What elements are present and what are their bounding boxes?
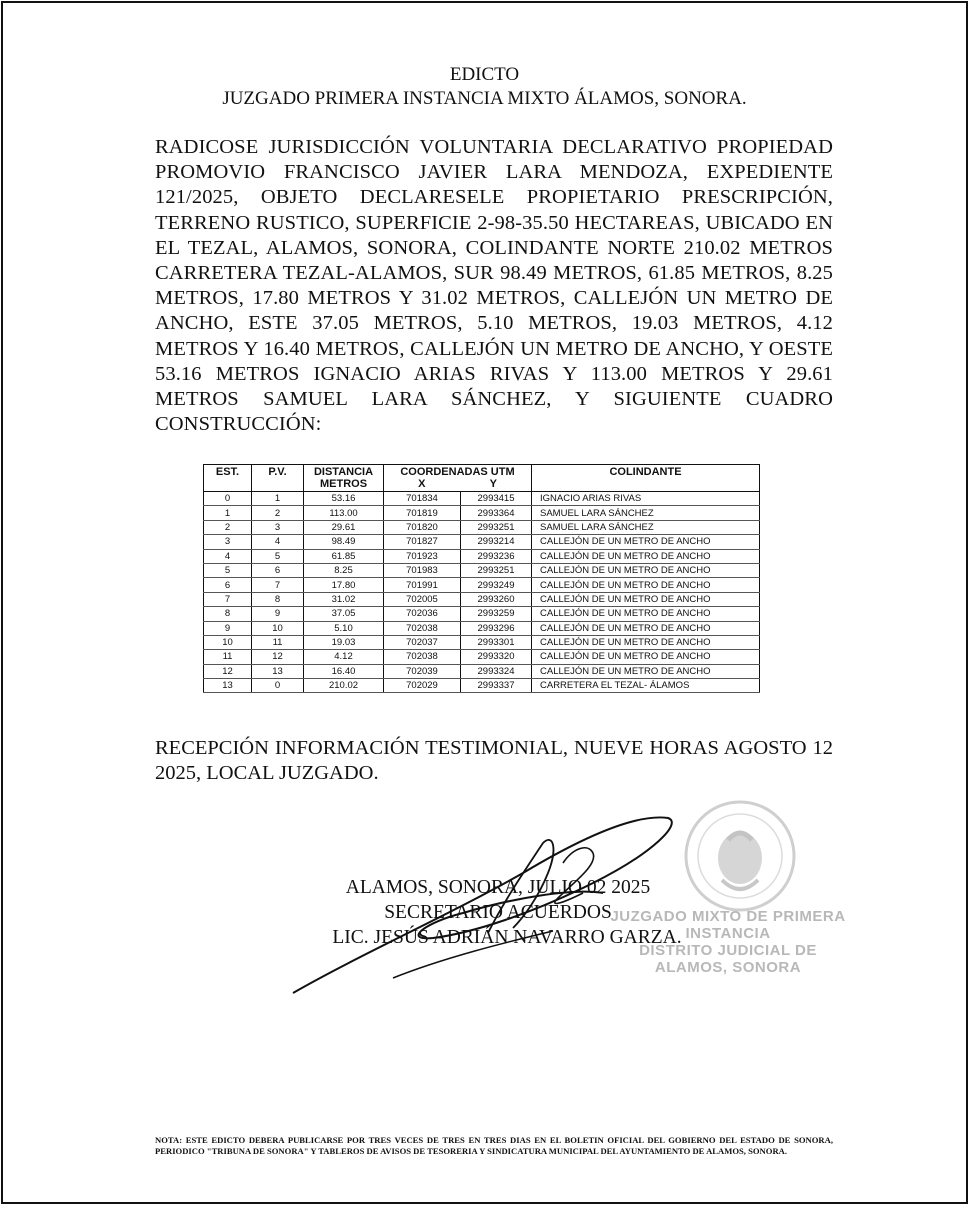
cell-colindante: CALLEJÓN DE UN METRO DE ANCHO <box>532 664 760 678</box>
cell-y: 2993251 <box>461 520 532 534</box>
cell-x: 702005 <box>384 592 461 606</box>
cell-colindante: SAMUEL LARA SÁNCHEZ <box>532 506 760 520</box>
cell-est: 8 <box>204 607 252 621</box>
edict-body: RADICOSE JURISDICCIÓN VOLUNTARIA DECLARATIVO PROPIEDAD PROMOVIO FRANCISCO JAVIER LARA MENDOZA, EXPEDIENTE 121/2025, OBJETO DECLARESELE PROPIETARIO PRESCRIPCIÓN, TERRENO RUSTICO, SUPERFICIE 2-98-35.50 HECTAREAS, UBICADO EN EL TEZAL, ALAMOS, SONORA, COLINDANTE NORTE 210.02 METROS CARRETERA TEZAL-ALAMOS, SUR 98.49 METROS, 61.85 METROS, 8.25 METROS, 17.80 METROS Y 31.02 METROS, CALLEJÓN UN METRO DE ANCHO, ESTE 37.05 METROS, 5.10 METROS, 19.03 METROS, 4.12 METROS Y 16.40 METROS, CALLEJÓN UN METRO DE ANCHO, Y OESTE 53.16 METROS IGNACIO ARIAS RIVAS Y 113.00 METROS Y 29.61 METROS SAMUEL LARA SÁNCHEZ, Y SIGUIENTE CUADRO CONSTRUCCIÓN: <box>155 136 833 436</box>
cell-est: 12 <box>204 664 252 678</box>
cell-y: 2993324 <box>461 664 532 678</box>
cell-est: 9 <box>204 621 252 635</box>
cell-distancia: 210.02 <box>304 679 384 693</box>
cell-colindante: CALLEJÓN DE UN METRO DE ANCHO <box>532 607 760 621</box>
header-coordenadas <box>384 465 532 492</box>
cell-pv: 5 <box>252 549 304 563</box>
table-row <box>204 578 760 592</box>
cell-colindante: CALLEJÓN DE UN METRO DE ANCHO <box>532 578 760 592</box>
cell-distancia: 37.05 <box>304 607 384 621</box>
table-row <box>204 520 760 534</box>
cell-x: 702039 <box>384 664 461 678</box>
cell-y: 2993415 <box>461 492 532 506</box>
stamp-line-2: INSTANCIA <box>685 925 771 942</box>
header-coordenadas-label: COORDENADAS UTM <box>400 466 515 478</box>
edict-page <box>1 1 968 1204</box>
recepcion-text: RECEPCIÓN INFORMACIÓN TESTIMONIAL, NUEVE HORAS AGOSTO 12 2025, LOCAL JUZGADO. <box>155 737 833 785</box>
cell-est: 6 <box>204 578 252 592</box>
cell-x: 702029 <box>384 679 461 693</box>
place-date: ALAMOS, SONORA, JULIO 02 2025 <box>345 877 651 898</box>
cell-y: 2993251 <box>461 563 532 577</box>
table-row <box>204 549 760 563</box>
cell-colindante: CARRETERA EL TEZAL- ÁLAMOS <box>532 679 760 693</box>
signer-name: LIC. JESÚS ADRIÁN NAVARRO GARZA. <box>332 927 682 948</box>
cell-est: 5 <box>204 563 252 577</box>
table-row <box>204 535 760 549</box>
cell-y: 2993260 <box>461 592 532 606</box>
cell-x: 701991 <box>384 578 461 592</box>
signature-block <box>233 875 763 950</box>
cell-est: 0 <box>204 492 252 506</box>
cell-x: 701820 <box>384 520 461 534</box>
cell-colindante: CALLEJÓN DE UN METRO DE ANCHO <box>532 621 760 635</box>
cell-est: 3 <box>204 535 252 549</box>
cell-colindante: CALLEJÓN DE UN METRO DE ANCHO <box>532 592 760 606</box>
cell-pv: 9 <box>252 607 304 621</box>
cell-pv: 10 <box>252 621 304 635</box>
cell-distancia: 53.16 <box>304 492 384 506</box>
header-est: EST. <box>204 465 252 492</box>
cell-distancia: 19.03 <box>304 635 384 649</box>
cell-distancia: 8.25 <box>304 563 384 577</box>
cell-colindante: CALLEJÓN DE UN METRO DE ANCHO <box>532 535 760 549</box>
publication-note: NOTA: ESTE EDICTO DEBERA PUBLICARSE POR TRES VECES DE TRES EN TRES DIAS EN EL BOLETIN OFICIAL DEL GOBIERNO DEL ESTADO DE SONORA, PERIODICO "TRIBUNA DE SONORA" Y TABLEROS DE AVISOS DE TESORERIA Y SINDICATURA MUNICIPAL DEL AYUNTAMIENTO DE ALAMOS, SONORA. <box>155 1135 833 1156</box>
header-y-label: Y <box>489 478 497 490</box>
table-row <box>204 621 760 635</box>
cell-distancia: 61.85 <box>304 549 384 563</box>
header-x-label: X <box>418 478 426 490</box>
cell-pv: 4 <box>252 535 304 549</box>
document-title: EDICTO <box>449 64 520 85</box>
court-name: JUZGADO PRIMERA INSTANCIA MIXTO ÁLAMOS, SONORA. <box>222 88 747 109</box>
cell-x: 701834 <box>384 492 461 506</box>
cell-est: 4 <box>204 549 252 563</box>
cell-distancia: 29.61 <box>304 520 384 534</box>
cell-colindante: CALLEJÓN DE UN METRO DE ANCHO <box>532 650 760 664</box>
cell-colindante: CALLEJÓN DE UN METRO DE ANCHO <box>532 635 760 649</box>
cell-est: 7 <box>204 592 252 606</box>
cell-y: 2993296 <box>461 621 532 635</box>
table-header-row <box>204 465 760 492</box>
cell-distancia: 98.49 <box>304 535 384 549</box>
cell-pv: 3 <box>252 520 304 534</box>
signer-role: SECRETARIO ACUERDOS <box>384 902 612 923</box>
cell-x: 701819 <box>384 506 461 520</box>
table-row <box>204 664 760 678</box>
header-distancia <box>304 465 384 492</box>
cell-colindante: CALLEJÓN DE UN METRO DE ANCHO <box>532 549 760 563</box>
cell-y: 2993249 <box>461 578 532 592</box>
cell-colindante: SAMUEL LARA SÁNCHEZ <box>532 520 760 534</box>
cell-x: 702038 <box>384 621 461 635</box>
cell-colindante: IGNACIO ARIAS RIVAS <box>532 492 760 506</box>
cell-pv: 0 <box>252 679 304 693</box>
cell-y: 2993214 <box>461 535 532 549</box>
construction-table <box>203 464 760 693</box>
cell-distancia: 4.12 <box>304 650 384 664</box>
header-pv: P.V. <box>252 465 304 492</box>
cell-pv: 13 <box>252 664 304 678</box>
table-row <box>204 650 760 664</box>
cell-est: 11 <box>204 650 252 664</box>
cell-est: 10 <box>204 635 252 649</box>
cell-y: 2993320 <box>461 650 532 664</box>
cell-pv: 2 <box>252 506 304 520</box>
table-row <box>204 563 760 577</box>
cell-y: 2993259 <box>461 607 532 621</box>
document-header <box>3 63 966 111</box>
cell-y: 2993364 <box>461 506 532 520</box>
cell-x: 702037 <box>384 635 461 649</box>
cell-est: 1 <box>204 506 252 520</box>
cell-x: 701827 <box>384 535 461 549</box>
stamp-line-4: ALAMOS, SONORA <box>654 959 802 976</box>
cell-pv: 11 <box>252 635 304 649</box>
table-row <box>204 492 760 506</box>
header-colindante: COLINDANTE <box>532 465 760 492</box>
cell-x: 702038 <box>384 650 461 664</box>
table-row <box>204 679 760 693</box>
cell-pv: 7 <box>252 578 304 592</box>
cell-colindante: CALLEJÓN DE UN METRO DE ANCHO <box>532 563 760 577</box>
cell-pv: 6 <box>252 563 304 577</box>
table-row <box>204 635 760 649</box>
cell-distancia: 16.40 <box>304 664 384 678</box>
cell-x: 702036 <box>384 607 461 621</box>
cell-distancia: 113.00 <box>304 506 384 520</box>
header-distancia-label: DISTANCIA <box>313 466 374 478</box>
cell-distancia: 31.02 <box>304 592 384 606</box>
cell-est: 2 <box>204 520 252 534</box>
header-metros-label: METROS <box>319 478 368 490</box>
cell-y: 2993236 <box>461 549 532 563</box>
table-row <box>204 592 760 606</box>
table-row <box>204 506 760 520</box>
cell-distancia: 17.80 <box>304 578 384 592</box>
table-body <box>204 492 760 693</box>
cell-x: 701983 <box>384 563 461 577</box>
table-row <box>204 607 760 621</box>
cell-pv: 1 <box>252 492 304 506</box>
stamp-line-3: DISTRITO JUDICIAL DE <box>639 942 817 959</box>
cell-y: 2993337 <box>461 679 532 693</box>
cell-pv: 12 <box>252 650 304 664</box>
cell-y: 2993301 <box>461 635 532 649</box>
cell-distancia: 5.10 <box>304 621 384 635</box>
cell-pv: 8 <box>252 592 304 606</box>
cell-x: 701923 <box>384 549 461 563</box>
cell-est: 13 <box>204 679 252 693</box>
stamp-line-1: JUZGADO MIXTO DE PRIMERA <box>610 908 846 925</box>
